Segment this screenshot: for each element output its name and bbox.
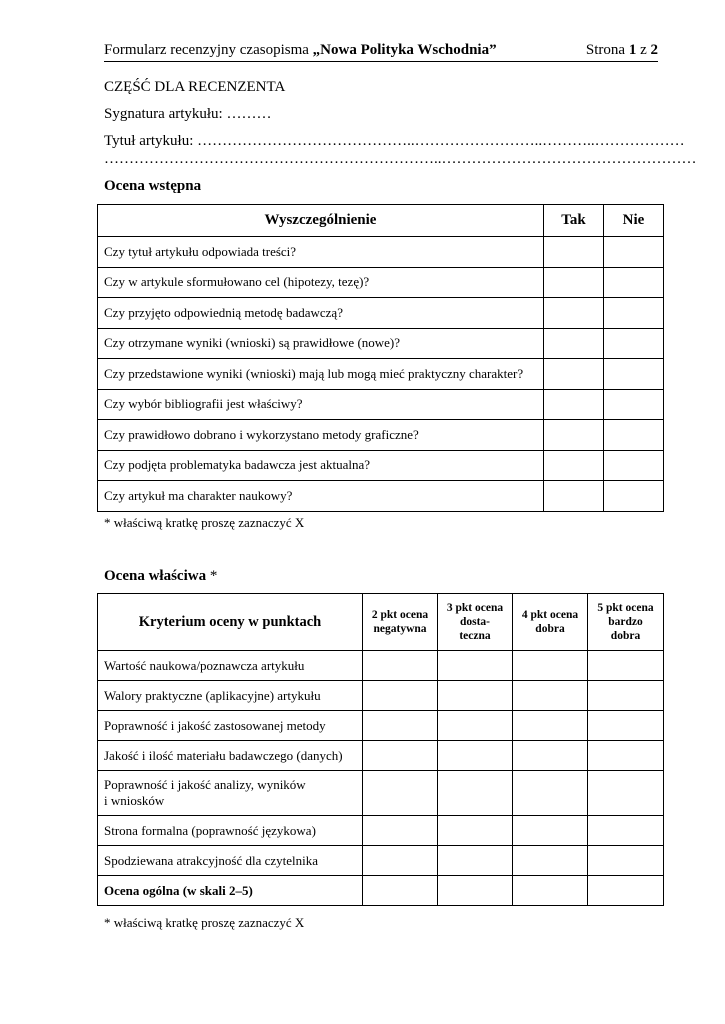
yes-checkbox-cell[interactable] (544, 267, 604, 298)
column-header-line: 2 pkt ocena (371, 609, 429, 621)
table-header-row (98, 205, 664, 237)
article-signature-field: Sygnatura artykułu: ……… (104, 106, 272, 122)
table-row (98, 816, 664, 846)
page-separator: z (636, 42, 651, 58)
column-header-no: Nie (604, 205, 664, 237)
score-3-cell[interactable] (438, 876, 513, 906)
score-3-cell[interactable] (438, 771, 513, 816)
table-row (98, 389, 664, 420)
score-2-cell[interactable] (363, 876, 438, 906)
header-title (104, 42, 497, 59)
page-header (104, 41, 658, 62)
score-2-cell[interactable] (363, 681, 438, 711)
article-title-field: Tytuł artykułu: ……………………………………..……………………..………..……………… (104, 133, 685, 149)
score-4-cell[interactable] (513, 846, 588, 876)
proper-assessment-heading-text: Ocena właściwa (104, 568, 207, 584)
score-3-cell[interactable] (438, 651, 513, 681)
criterion-line: Poprawność i jakość analizy, wyników (104, 777, 306, 792)
column-header-line: dosta- (459, 616, 491, 628)
no-checkbox-cell[interactable] (604, 237, 664, 268)
criterion-cell: Poprawność i jakość zastosowanej metody (98, 711, 363, 741)
score-2-cell[interactable] (363, 651, 438, 681)
column-header-yes: Tak (544, 205, 604, 237)
question-cell: Czy w artykule sformułowano cel (hipotezy, tezę)? (98, 267, 544, 298)
score-5-cell[interactable] (588, 771, 664, 816)
yes-checkbox-cell[interactable] (544, 359, 604, 390)
column-header-line: dobra (610, 630, 641, 642)
score-2-cell[interactable] (363, 771, 438, 816)
criterion-line: i wniosków (104, 793, 165, 808)
yes-checkbox-cell[interactable] (544, 481, 604, 512)
table-row (98, 481, 664, 512)
proper-assessment-heading (104, 568, 217, 585)
score-5-cell[interactable] (588, 681, 664, 711)
score-4-cell[interactable] (513, 711, 588, 741)
overall-row (98, 876, 664, 906)
score-4-cell[interactable] (513, 741, 588, 771)
column-header-line: bardzo (608, 616, 643, 628)
table-row (98, 267, 664, 298)
column-header-line: 5 pkt ocena (597, 602, 654, 614)
question-cell: Czy przedstawione wyniki (wnioski) mają lub mogą mieć praktyczny charakter? (98, 359, 544, 390)
question-cell: Czy przyjęto odpowiednią metodę badawczą? (98, 298, 544, 329)
question-cell: Czy wybór bibliografii jest właściwy? (98, 389, 544, 420)
question-cell: Czy podjęta problematyka badawcza jest aktualna? (98, 450, 544, 481)
question-cell: Czy otrzymane wyniki (wnioski) są prawidłowe (nowe)? (98, 328, 544, 359)
column-header-line: teczna (459, 630, 491, 642)
header-title-plain: Formularz recenzyjny czasopisma (104, 42, 313, 58)
column-header-line: 3 pkt ocena (446, 602, 504, 614)
criterion-cell: Strona formalna (poprawność językowa) (98, 816, 363, 846)
question-cell: Czy tytuł artykułu odpowiada treści? (98, 237, 544, 268)
initial-assessment-heading: Ocena wstępna (104, 178, 202, 194)
initial-assessment-table (97, 204, 664, 512)
no-checkbox-cell[interactable] (604, 298, 664, 329)
score-5-cell[interactable] (588, 741, 664, 771)
no-checkbox-cell[interactable] (604, 481, 664, 512)
column-header-3pts (438, 594, 513, 651)
table-row (98, 359, 664, 390)
yes-checkbox-cell[interactable] (544, 328, 604, 359)
table-row (98, 450, 664, 481)
no-checkbox-cell[interactable] (604, 267, 664, 298)
score-3-cell[interactable] (438, 816, 513, 846)
score-4-cell[interactable] (513, 771, 588, 816)
score-3-cell[interactable] (438, 681, 513, 711)
yes-checkbox-cell[interactable] (544, 237, 604, 268)
article-title-field-continuation: …………………………………………………………..…………………………………………… (104, 151, 697, 167)
no-checkbox-cell[interactable] (604, 389, 664, 420)
section-title: CZĘŚĆ DLA RECENZENTA (104, 79, 286, 95)
column-header-line: dobra (535, 623, 565, 635)
table-row (98, 741, 664, 771)
score-2-cell[interactable] (363, 816, 438, 846)
score-5-cell[interactable] (588, 651, 664, 681)
score-2-cell[interactable] (363, 846, 438, 876)
criterion-cell: Jakość i ilość materiału badawczego (danych) (98, 741, 363, 771)
table-row (98, 298, 664, 329)
table-row (98, 651, 664, 681)
question-cell: Czy prawidłowo dobrano i wykorzystano metody graficzne? (98, 420, 544, 451)
table-row (98, 846, 664, 876)
column-header-2pts (363, 594, 438, 651)
column-header-4pts (513, 594, 588, 651)
column-header-line: negatywna (373, 623, 427, 635)
criterion-cell: Spodziewana atrakcyjność dla czytelnika (98, 846, 363, 876)
score-3-cell[interactable] (438, 741, 513, 771)
score-5-cell[interactable] (588, 846, 664, 876)
column-header-criterion: Kryterium oceny w punktach (98, 594, 363, 651)
score-3-cell[interactable] (438, 711, 513, 741)
score-2-cell[interactable] (363, 741, 438, 771)
score-4-cell[interactable] (513, 816, 588, 846)
yes-checkbox-cell[interactable] (544, 389, 604, 420)
table-row (98, 771, 664, 816)
initial-assessment-note: * właściwą kratkę proszę zaznaczyć X (104, 515, 305, 530)
criterion-cell (98, 771, 363, 816)
proper-assessment-table (97, 593, 664, 906)
score-5-cell[interactable] (588, 876, 664, 906)
column-header-line: 4 pkt ocena (521, 609, 579, 621)
page-number (586, 42, 658, 59)
score-3-cell[interactable] (438, 846, 513, 876)
table-header-row (98, 594, 664, 651)
page-prefix: Strona (585, 42, 629, 58)
page-total: 2 (650, 42, 658, 58)
question-cell: Czy artykuł ma charakter naukowy? (98, 481, 544, 512)
score-5-cell[interactable] (588, 816, 664, 846)
score-4-cell[interactable] (513, 681, 588, 711)
no-checkbox-cell[interactable] (604, 359, 664, 390)
table-row (98, 420, 664, 451)
no-checkbox-cell[interactable] (604, 420, 664, 451)
table-row (98, 237, 664, 268)
table-row (98, 711, 664, 741)
criterion-cell: Wartość naukowa/poznawcza artykułu (98, 651, 363, 681)
score-5-cell[interactable] (588, 711, 664, 741)
score-4-cell[interactable] (513, 651, 588, 681)
yes-checkbox-cell[interactable] (544, 450, 604, 481)
no-checkbox-cell[interactable] (604, 328, 664, 359)
journal-name: „Nowa Polityka Wschodnia” (312, 42, 497, 58)
overall-score-label: Ocena ogólna (w skali 2–5) (98, 876, 363, 906)
no-checkbox-cell[interactable] (604, 450, 664, 481)
column-header-5pts (588, 594, 664, 651)
yes-checkbox-cell[interactable] (544, 420, 604, 451)
proper-assessment-note: * właściwą kratkę proszę zaznaczyć X (104, 915, 305, 930)
table-row (98, 681, 664, 711)
page-current: 1 (628, 42, 637, 58)
yes-checkbox-cell[interactable] (544, 298, 604, 329)
criterion-cell: Walory praktyczne (aplikacyjne) artykułu (98, 681, 363, 711)
score-4-cell[interactable] (513, 876, 588, 906)
asterisk-mark: * (206, 568, 218, 584)
score-2-cell[interactable] (363, 711, 438, 741)
column-header-specification: Wyszczególnienie (98, 205, 544, 237)
table-row (98, 328, 664, 359)
